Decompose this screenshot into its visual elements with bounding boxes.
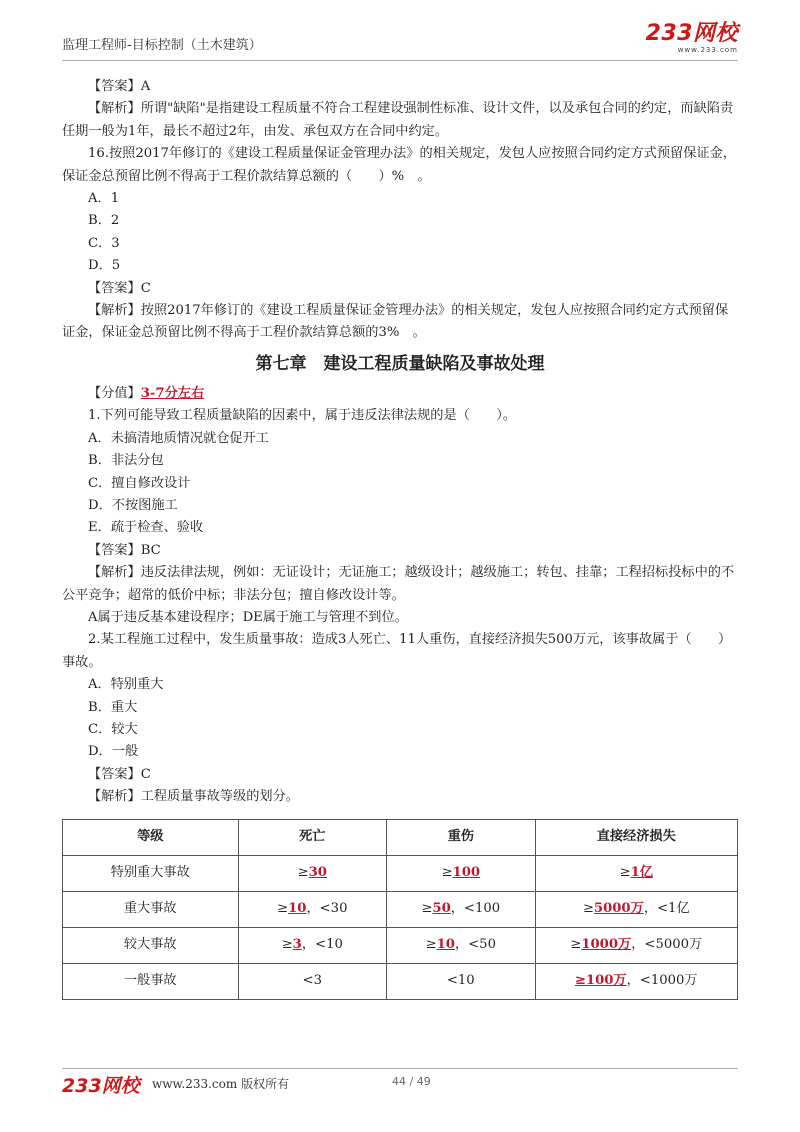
analysis-text: 【解析】所谓"缺陷"是指建设工程质量不符合工程建设强制性标准、设计文件，以及承包合同的约定，而缺陷责任期一般为1年，最长不超过2年，由发、承包双方在合同中约定。 bbox=[62, 101, 734, 139]
analysis-text: 【解析】违反法律法规，例如：无证设计；无证施工；越级设计；越级施工；转包、挂靠；工程招标投标中的不公平竞争；超常的低价中标；非法分包；擅自修改设计等。 bbox=[62, 565, 735, 603]
column-header-level: 等级 bbox=[63, 819, 239, 855]
loss-cell: ≥1亿 bbox=[535, 855, 738, 891]
injury-cell: ≥50，<100 bbox=[387, 891, 536, 927]
option-a: A．1 bbox=[88, 191, 120, 207]
question-text: 2.某工程施工过程中，发生质量事故：造成3人死亡、11人重伤，直接经济损失500万元，该事故属于（ ）事故。 bbox=[62, 632, 732, 670]
chapter-heading: 第七章 建设工程质量缺陷及事故处理 bbox=[255, 353, 545, 374]
loss-cell: ≥100万，<1000万 bbox=[535, 963, 738, 999]
injury-cell: <10 bbox=[387, 963, 536, 999]
analysis-text: 【解析】按照2017年修订的《建设工程质量保证金管理办法》的相关规定，发包人应按照合同约定方式预留保证金，保证金总预留比例不得高于工程价款结算总额的3% 。 bbox=[62, 303, 729, 341]
loss-cell: ≥1000万，<5000万 bbox=[535, 927, 738, 963]
option-a: A．未搞清地质情况就仓促开工 bbox=[88, 430, 269, 446]
column-header-death: 死亡 bbox=[238, 819, 387, 855]
copyright-text: www.233.com 版权所有 bbox=[152, 1077, 290, 1091]
option-b: B．2 bbox=[88, 213, 120, 229]
level-cell: 特别重大事故 bbox=[63, 855, 239, 891]
answer-line: 【答案】BC bbox=[88, 542, 161, 558]
score-label: 【分值】 bbox=[88, 385, 141, 401]
table-row bbox=[63, 855, 738, 891]
accident-grade-table-wrap bbox=[62, 819, 738, 1000]
score-value: 3-7分左右 bbox=[140, 385, 205, 401]
column-header-injury: 重伤 bbox=[387, 819, 536, 855]
option-d: D．一般 bbox=[88, 744, 139, 760]
table-header-row bbox=[63, 819, 738, 855]
table-row bbox=[63, 963, 738, 999]
answer-line: 【答案】C bbox=[88, 280, 151, 296]
brand-logo bbox=[646, 22, 738, 54]
logo-text: 233网校 bbox=[645, 21, 738, 46]
answer-line: 【答案】C bbox=[88, 766, 151, 782]
option-d: D．5 bbox=[88, 258, 121, 274]
level-cell: 重大事故 bbox=[63, 891, 239, 927]
option-e: E．疏于检查、验收 bbox=[88, 520, 204, 536]
death-cell: ≥30 bbox=[238, 855, 387, 891]
option-b: B．非法分包 bbox=[88, 453, 164, 469]
injury-cell: ≥100 bbox=[387, 855, 536, 891]
page-footer bbox=[62, 1068, 738, 1097]
question-text: 1.下列可能导致工程质量缺陷的因素中，属于违反法律法规的是（ ）。 bbox=[88, 408, 516, 424]
analysis-text: 【解析】工程质量事故等级的划分。 bbox=[88, 789, 299, 805]
accident-grade-table bbox=[62, 819, 738, 1000]
answer-line: 【答案】A bbox=[88, 79, 151, 94]
death-cell: ≥3，<10 bbox=[238, 927, 387, 963]
page-header bbox=[62, 22, 738, 61]
question-text: 16.按照2017年修订的《建设工程质量保证金管理办法》的相关规定，发包人应按照合同约定方式预留保证金，保证金总预留比例不得高于工程价款结算总额的（ ）% 。 bbox=[62, 146, 736, 184]
page-content bbox=[62, 76, 738, 1000]
option-c: C．擅自修改设计 bbox=[88, 475, 191, 491]
option-c: C．3 bbox=[88, 235, 120, 251]
option-b: B．重大 bbox=[88, 699, 138, 715]
injury-cell: ≥10，<50 bbox=[387, 927, 536, 963]
page-number: 44 / 49 bbox=[392, 1075, 431, 1088]
logo-url: www.233.com bbox=[677, 46, 738, 54]
table-row bbox=[63, 891, 738, 927]
death-cell: ≥10，<30 bbox=[238, 891, 387, 927]
column-header-loss: 直接经济损失 bbox=[535, 819, 738, 855]
loss-cell: ≥5000万，<1亿 bbox=[535, 891, 738, 927]
death-cell: <3 bbox=[238, 963, 387, 999]
score-line bbox=[62, 383, 738, 405]
footer-logo: 233网校 bbox=[62, 1075, 140, 1097]
option-d: D．不按图施工 bbox=[88, 497, 178, 513]
table-row bbox=[63, 927, 738, 963]
analysis-note: A属于违反基本建设程序；DE属于施工与管理不到位。 bbox=[88, 609, 408, 625]
option-a: A．特别重大 bbox=[88, 677, 164, 693]
document-title: 监理工程师-目标控制（土木建筑） bbox=[62, 38, 262, 53]
level-cell: 一般事故 bbox=[63, 963, 239, 999]
level-cell: 较大事故 bbox=[63, 927, 239, 963]
option-c: C．较大 bbox=[88, 721, 138, 737]
